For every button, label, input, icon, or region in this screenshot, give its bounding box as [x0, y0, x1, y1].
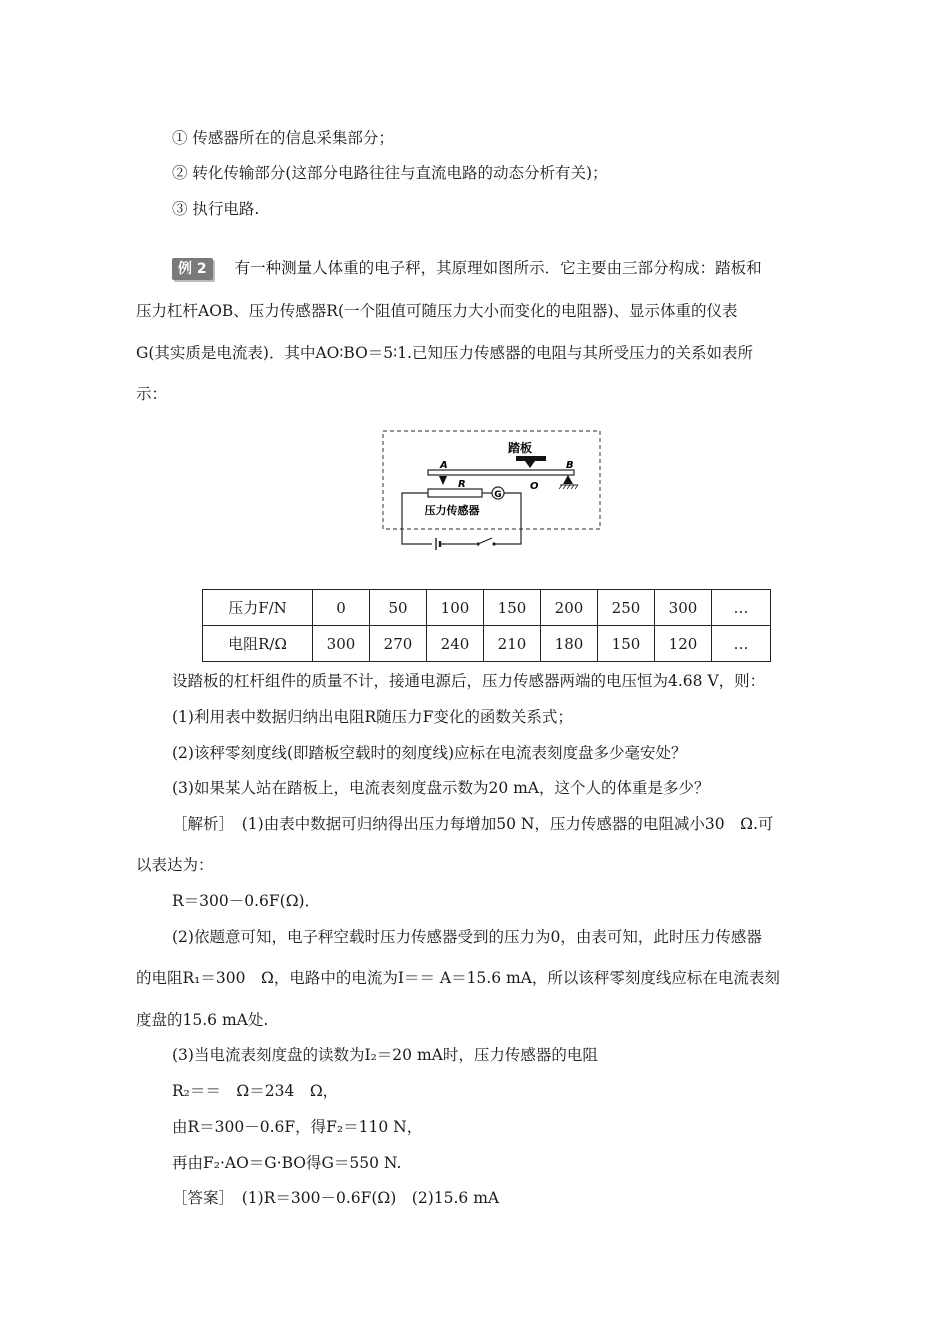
pedal-label: 踏板: [507, 441, 533, 455]
table-cell: 150: [484, 590, 541, 626]
solution-line: (3)当电流表刻度盘的读数为I₂＝20 mA时，压力传感器的电阻: [172, 1046, 598, 1064]
label-o: O: [530, 481, 539, 492]
table-cell: 210: [484, 626, 541, 662]
table-cell: …: [712, 590, 771, 626]
label-b: B: [566, 460, 574, 471]
solution-line: 由R＝300－0.6F，得F₂＝110 N，: [172, 1118, 423, 1136]
example-line-4: 示：: [136, 385, 168, 403]
pedal-press-icon: [525, 461, 535, 468]
table-row: [203, 590, 771, 626]
label-g: G: [494, 490, 502, 500]
ground-hatch: [559, 485, 578, 489]
example-text-1: 有一种测量人体重的电子秤，其原理如图所示．它主要由三部分构成：踏板和: [234, 259, 762, 277]
table-cell: 300: [655, 590, 712, 626]
sensor-label: 压力传感器: [424, 504, 480, 517]
intro-item-2: ② 转化传输部分(这部分电路往往与直流电路的动态分析有关)；: [172, 164, 608, 182]
table-row-header: 电阻R/Ω: [203, 626, 313, 662]
pedal-plate: [516, 456, 546, 461]
answer-line: ［答案］ (1)R＝300－0.6F(Ω) (2)15.6 mA: [172, 1189, 500, 1207]
solution-line: 以表达为：: [136, 856, 214, 874]
switch-icon: [478, 538, 492, 544]
solution-line: 度盘的15.6 mA处.: [136, 1011, 269, 1029]
table-cell: 270: [370, 626, 427, 662]
table-cell: 100: [427, 590, 484, 626]
table-row-header: 压力F/N: [203, 590, 313, 626]
table-cell: 300: [313, 626, 370, 662]
scale-circuit-diagram: [380, 428, 604, 554]
example-line-3: G(其实质是电流表)．其中AO∶BO＝5∶1.已知压力传感器的电阻与其所受压力的关系如表所: [136, 344, 753, 362]
table-cell: …: [712, 626, 771, 662]
table-cell: 0: [313, 590, 370, 626]
table-cell: 150: [598, 626, 655, 662]
solution-line: R₂＝＝ Ω＝234 Ω，: [172, 1082, 339, 1100]
intro-item-1: ① 传感器所在的信息采集部分；: [172, 129, 394, 147]
solution-line: 再由F₂·AO＝G·BO得G＝550 N.: [172, 1154, 402, 1172]
label-a: A: [440, 460, 448, 471]
body-line: (1)利用表中数据归纳出电阻R随压力F变化的函数关系式；: [172, 708, 573, 726]
body-line: (2)该秤零刻度线(即踏板空载时的刻度线)应标在电流表刻度盘多少毫安处？: [172, 744, 687, 762]
example-line-2: 压力杠杆AOB、压力传感器R(一个阻值可随压力大小而变化的电阻器)、显示体重的仪表: [136, 302, 738, 320]
wire-left: [402, 493, 432, 544]
table-cell: 200: [541, 590, 598, 626]
table-row: [203, 626, 771, 662]
solution-line: (2)依题意可知，电子秤空载时压力传感器受到的压力为0，由表可知，此时压力传感器: [172, 928, 762, 946]
table-cell: 50: [370, 590, 427, 626]
label-r: R: [458, 479, 466, 490]
table-cell: 240: [427, 626, 484, 662]
table-cell: 120: [655, 626, 712, 662]
pressure-resistance-table: [202, 589, 771, 662]
body-line: 设踏板的杠杆组件的质量不计，接通电源后，压力传感器两端的电压恒为4.68 V，则：: [172, 672, 766, 690]
intro-item-3: ③ 执行电路.: [172, 200, 260, 218]
lever-bar: [428, 470, 574, 475]
solution-line: 的电阻R₁＝300 Ω，电路中的电流为I＝＝ A＝15.6 mA，所以该秤零刻度线应标在电流表刻: [136, 969, 780, 987]
wire-right: [494, 493, 521, 544]
example-badge: 例 2: [172, 258, 213, 280]
solution-line: R＝300－0.6F(Ω)．: [172, 892, 321, 910]
body-line: (3)如果某人站在踏板上，电流表刻度盘示数为20 mA，这个人的体重是多少？: [172, 779, 710, 797]
pivot-triangle-icon: [563, 475, 573, 484]
table-cell: 250: [598, 590, 655, 626]
table-cell: 180: [541, 626, 598, 662]
a-arrow-icon: [439, 476, 447, 485]
example-line-1: [172, 258, 762, 280]
resistor-r: [428, 489, 482, 497]
solution-line: ［解析］ (1)由表中数据可归纳得出压力每增加50 N，压力传感器的电阻减小30 Ω.可: [172, 815, 774, 833]
